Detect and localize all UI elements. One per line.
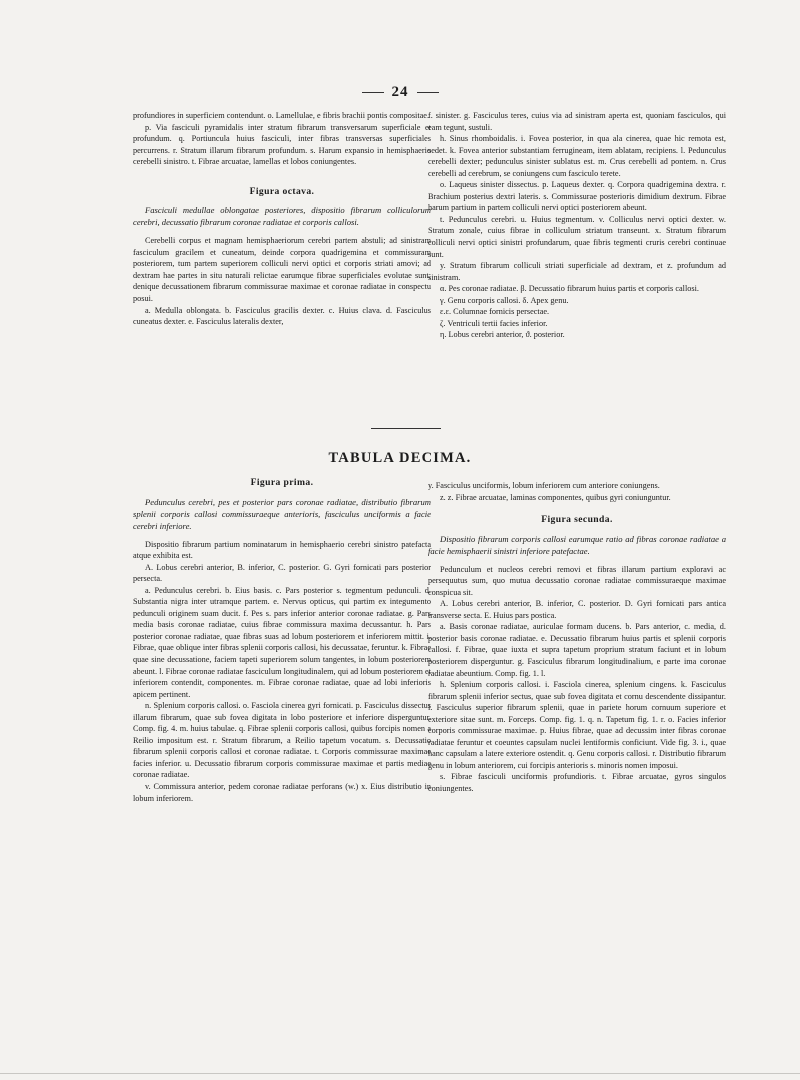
paragraph: A. Lobus cerebri anterior, B. inferior, C. posterior. G. Gyri fornicati pars posterior persecta. <box>133 562 431 584</box>
section-divider <box>371 428 441 429</box>
paragraph: y. Stratum fibrarum colliculi striati superficiale ad dextram, et z. profundum ad sinistram. <box>428 261 726 282</box>
paragraph: profundiores in superficiem contendunt. o. Lamellulae, e fibris brachii pontis compositae. <box>133 111 430 120</box>
paragraph: Cerebelli corpus et magnam hemisphaeriorum cerebri partem abstuli; ad sinistram fasciculum gracilem et cuneatum, deinde corpora quadrigemina et commissuram posteriorem, tum partem superiorem colliculi nervi optici et corporis striati amovi; ad dextram hae partes in situ naturali relictae earumque fibrae superficiales evolutae sunt; denique decussationem fibrarum commissurae maximae et coronae radiatae in conspectu posui. <box>133 236 431 304</box>
paragraph: γ. Genu corporis callosi. δ. Apex genu. <box>440 295 569 305</box>
lower-left-column <box>133 477 431 804</box>
paragraph: α. Pes coronae radiatae. β. Decussatio fibrarum huius partis et corporis callosi. <box>440 284 699 294</box>
paragraph: y. Fasciculus unciformis, lobum inferiorem cum anteriore coniungens. <box>428 481 660 490</box>
lower-right-column <box>428 480 726 795</box>
paragraph: h. Sinus rhomboidalis. i. Fovea posterior, in qua ala cinerea, quae hic remota est, sedet. k. Fovea anterior substantiam ferrugineam, item ablatam, recipiens. l. Pedunculus cerebelli dexter; pedunculus sinister sublatus est. m. Crus cerebelli ad pontem. n. Crus cerebelli ad cerebrum, se coniungens cum fasciculo terete. <box>428 134 726 178</box>
figure-caption: Fasciculi medullae oblongatae posteriores, dispositio fibrarum colliculorum cerebri, decussatio fibrarum coronae radiatae et corporis callosi. <box>133 205 431 228</box>
paragraph: Dispositio fibrarum partium nominatarum in hemisphaerio cerebri sinistro patefacta atque exhibita est. <box>133 539 431 561</box>
paragraph: Pedunculum et nucleos cerebri removi et fibras illarum partium exploravi ac persequutus sum, quo mutua decussatio coronae radiatae commissuraeque maximae conspicua sit. <box>428 564 726 597</box>
figure-heading: Figura prima. <box>250 477 314 488</box>
paragraph: o. Laqueus sinister dissectus. p. Laqueus dexter. q. Corpora quadrigemina dextra. r. Brachium posterius dextri lateris. s. Commissurae posterioris dimidium dextrum. Fibrae harum partium in partem colliculi nervi optici posteriorem abeunt. <box>428 180 726 213</box>
paragraph: f. sinister. g. Fasciculus teres, cuius via ad sinistram aperta est, quoniam fasciculos, qui eam tegunt, sustuli. <box>428 111 726 132</box>
header-rule-left <box>362 92 384 93</box>
upper-left-column <box>133 110 431 328</box>
paragraph: s. Fibrae fasciculi unciformis profundioris. t. Fibrae arcuatae, gyros singulos coniungentes. <box>428 772 726 794</box>
paragraph: a. Pedunculus cerebri. b. Eius basis. c. Pars posterior s. tegmentum pedunculi. d. Substantia nigra inter utramque partem. e. Nervus opticus, qui partim ex integumento pedunculi originem suam ducit. f. Pes s. pars inferior anterior coronae radiatae. g. Pars media basis coronae radiatae, cuius fibrae commissura maxima decussantur. h. Pars posterior coronae radiatae, quae fibras suas ad lobum posteriorem et inferiorem mittit. i. Fibrae, quae oblique inter fibras splenii corporis callosi, his decussatae, feruntur. k. Fibrae quae sine decussatione, faciem tapeti superiorem solum tangentes, in lobum posteriorem abeunt. l. Fibrae coronae radiatae fasciculum longitudinalem, qui ad lobum posteriorem et inferiorem contendit, componentes. m. Fibrae coronae radiatae, quae ad lobi inferioris apicem pertinent. <box>133 585 431 699</box>
page-bottom-edge <box>0 1073 800 1074</box>
figure-heading: Figura octava. <box>249 185 315 197</box>
paragraph: ε.ε. Columnae fornicis persectae. <box>440 307 550 317</box>
header-rule-right <box>417 92 439 93</box>
figure-heading: Figura secunda. <box>541 514 613 526</box>
paragraph: a. Basis coronae radiatae, auriculae formam ducens. b. Pars anterior, c. media, d. posterior basis coronae radiatae. e. Decussatio fibrarum huius partis et splenii corporis callosi. f. Fibrae, quae iuxta et supra tapetum proprium stratum faciunt et in lobum posteriorem disperguntur. g. Fasciculus fibrarum longitudinalium, e parte ima coronae radiatae abeuntium. Comp. fig. 1. l. <box>428 622 726 678</box>
paragraph: η. Lobus cerebri anterior, ϑ. posterior. <box>440 330 565 340</box>
paragraph: n. Splenium corporis callosi. o. Fasciola cinerea gyri fornicati. p. Fasciculus dissectus illarum fibrarum, quae sub fovea digitata in lobo posteriore et inferiore disperguntur. Comp. fig. 4. m. huius tabulae. q. Fibrae splenii corporis callosi, quibus forcipis nomen a Reilio impositum est. r. Stratum fibrarum, a Reilio tapetum vocatum. s. Decussatio fibrarum splenii corporis callosi et coronae radiatae. t. Corporis commissurae maximae facies inferior. u. Decussatio fibrarum corporis commissurae maximae et partis mediae coronae radiatae. <box>133 701 431 780</box>
paragraph: ζ. Ventriculi tertii facies inferior. <box>440 318 548 328</box>
paragraph: A. Lobus cerebri anterior, B. inferior, C. posterior. D. Gyri fornicati pars antica transverse secta. E. Huius pars postica. <box>428 599 726 620</box>
paragraph: z. z. Fibrae arcuatae, laminas componentes, quibus gyri coniunguntur. <box>440 492 671 502</box>
page-header <box>0 84 800 100</box>
figure-caption: Dispositio fibrarum corporis callosi earumque ratio ad fibras coronae radiatae a facie hemisphaerii sinistri inferiore patefactae. <box>428 533 726 556</box>
paragraph: v. Commissura anterior, pedem coronae radiatae perforans (w.) x. Eius distributio in lobum inferiorem. <box>133 782 431 803</box>
paragraph: p. Via fasciculi pyramidalis inter stratum fibrarum transversarum superficiale et profundum. q. Portiuncula huius fasciculi, inter fibras transversas superficiales percurrens. r. Stratum illarum fibrarum profundum. s. Harum expansio in hemisphaerio cerebelli sinistro. t. Fibrae arcuatae, lamellas et lobos coniungentes. <box>133 122 431 167</box>
figure-caption: Pedunculus cerebri, pes et posterior pars coronae radiatae, distributio fibrarum splenii corporis callosi commissuraeque anterioris, fasciculus unciformis a facie cerebri inferiore. <box>133 496 431 531</box>
paragraph: t. Pedunculus cerebri. u. Huius tegmentum. v. Colliculus nervi optici dexter. w. Stratum zonale, cuius fibrae in colliculum striatum transeunt. x. Stratum fibrarum colliculi nervi optici sinistri profundarum, quae fibris tegmenti cruris cerebri continuae sunt. <box>428 214 726 259</box>
upper-right-column <box>428 110 726 341</box>
page-number: 24 <box>391 83 409 100</box>
paragraph: h. Splenium corporis callosi. i. Fasciola cinerea, splenium cingens. k. Fasciculus fibrarum splenii inferior sectus, quae sub fovea digitata et cornu descendente dissipantur. l. Fasciculus superior fibrarum splenii, quae in pariete horum cornuum superiore et exteriore sitae sunt. m. Forceps. Comp. fig. 1. q. n. Tapetum fig. 1. r. o. Facies inferior corporis commissurae maximae. p. Huius fibrae, quae ad decussim inter fibras coronae radiatae feruntur et coeuntes capsulam nuclei lentiformis conficiunt. Vide fig. 3. i., quae hanc capsulam a latere exteriore ostendit. q. Genu corporis callosi. r. Distributio fibrarum genu in lobum anteriorem, cui forcipis anterioris s. minoris nomen imposui. <box>428 680 726 770</box>
paragraph: a. Medulla oblongata. b. Fasciculus gracilis dexter. c. Huius clava. d. Fasciculus cuneatus dexter. e. Fasciculus lateralis dexter, <box>133 305 431 327</box>
section-title: TABULA DECIMA. <box>328 450 472 466</box>
